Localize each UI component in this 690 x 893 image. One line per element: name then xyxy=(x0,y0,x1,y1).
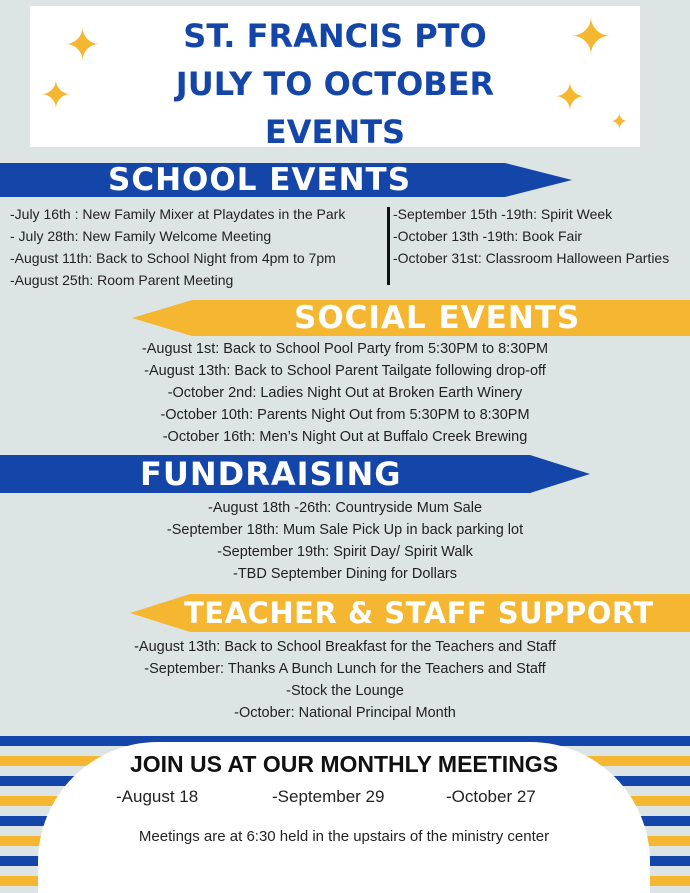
teacher-support-banner xyxy=(130,594,690,632)
list-item: -October 16th: Men’s Night Out at Buffalo Creek Brewing xyxy=(162,429,528,445)
section-heading: TEACHER & STAFF SUPPORT xyxy=(184,596,654,630)
list-item: -October 10th: Parents Night Out from 5:30PM to 8:30PM xyxy=(160,407,530,423)
school-events-banner xyxy=(0,163,572,197)
list-item: - July 28th: New Family Welcome Meeting xyxy=(10,228,272,244)
list-item: -October: National Principal Month xyxy=(234,705,456,721)
page-title xyxy=(30,8,640,156)
meetings-note: Meetings are at 6:30 held in the upstairs of the ministry center xyxy=(138,828,550,845)
title-line: EVENTS xyxy=(264,113,406,151)
meetings-heading: JOIN US AT OUR MONTHLY MEETINGS xyxy=(129,751,559,777)
section-heading: SOCIAL EVENTS xyxy=(294,300,581,336)
fundraising-list xyxy=(0,497,690,585)
list-item: -July 16th : New Family Mixer at Playdates in the Park xyxy=(10,206,346,222)
star-icon: ✦ xyxy=(40,73,72,117)
list-item: -August 13th: Back to School Parent Tailgate following drop-off xyxy=(144,363,546,379)
school-events-right xyxy=(393,203,669,269)
list-item: -August 1st: Back to School Pool Party from 5:30PM to 8:30PM xyxy=(141,341,549,357)
list-item: -TBD September Dining for Dollars xyxy=(232,566,458,582)
star-icon: ✦ xyxy=(570,8,612,66)
list-item: -September: Thanks A Bunch Lunch for the Teachers and Staff xyxy=(144,661,546,677)
title-line: JULY TO OCTOBER xyxy=(175,65,495,103)
fundraising-banner xyxy=(0,455,590,493)
column-divider xyxy=(387,207,390,285)
section-heading: FUNDRAISING xyxy=(140,455,402,493)
section-heading: SCHOOL EVENTS xyxy=(108,162,412,198)
social-events-list xyxy=(0,338,690,448)
list-item: -October 31st: Classroom Halloween Parties xyxy=(393,250,670,266)
list-item: -October 2nd: Ladies Night Out at Broken Earth Winery xyxy=(167,385,523,401)
list-item: -August 11th: Back to School Night from 4pm to 7pm xyxy=(10,250,336,266)
list-item: -October 13th -19th: Book Fair xyxy=(393,228,583,244)
social-events-banner xyxy=(132,300,690,336)
header xyxy=(30,6,640,151)
meeting-date: -October 27 xyxy=(446,787,536,806)
star-icon: ✦ xyxy=(64,20,101,71)
list-item: -September 15th -19th: Spirit Week xyxy=(393,206,613,222)
meetings-panel xyxy=(38,742,650,893)
meeting-date: -August 18 xyxy=(116,787,199,806)
list-item: -August 25th: Room Parent Meeting xyxy=(10,272,234,288)
star-icon: ✦ xyxy=(610,110,629,135)
list-item: -August 18th -26th: Countryside Mum Sale xyxy=(207,500,483,516)
list-item: -September 18th: Mum Sale Pick Up in back parking lot xyxy=(166,522,524,538)
list-item: -Stock the Lounge xyxy=(286,683,404,699)
teacher-support-list xyxy=(0,636,690,724)
title-line: ST. FRANCIS PTO xyxy=(183,17,487,55)
meeting-date: -September 29 xyxy=(272,787,385,806)
star-icon: ✦ xyxy=(554,75,586,119)
list-item: -August 13th: Back to School Breakfast for the Teachers and Staff xyxy=(134,639,556,655)
list-item: -September 19th: Spirit Day/ Spirit Walk xyxy=(217,544,473,560)
school-events-left xyxy=(10,203,345,291)
